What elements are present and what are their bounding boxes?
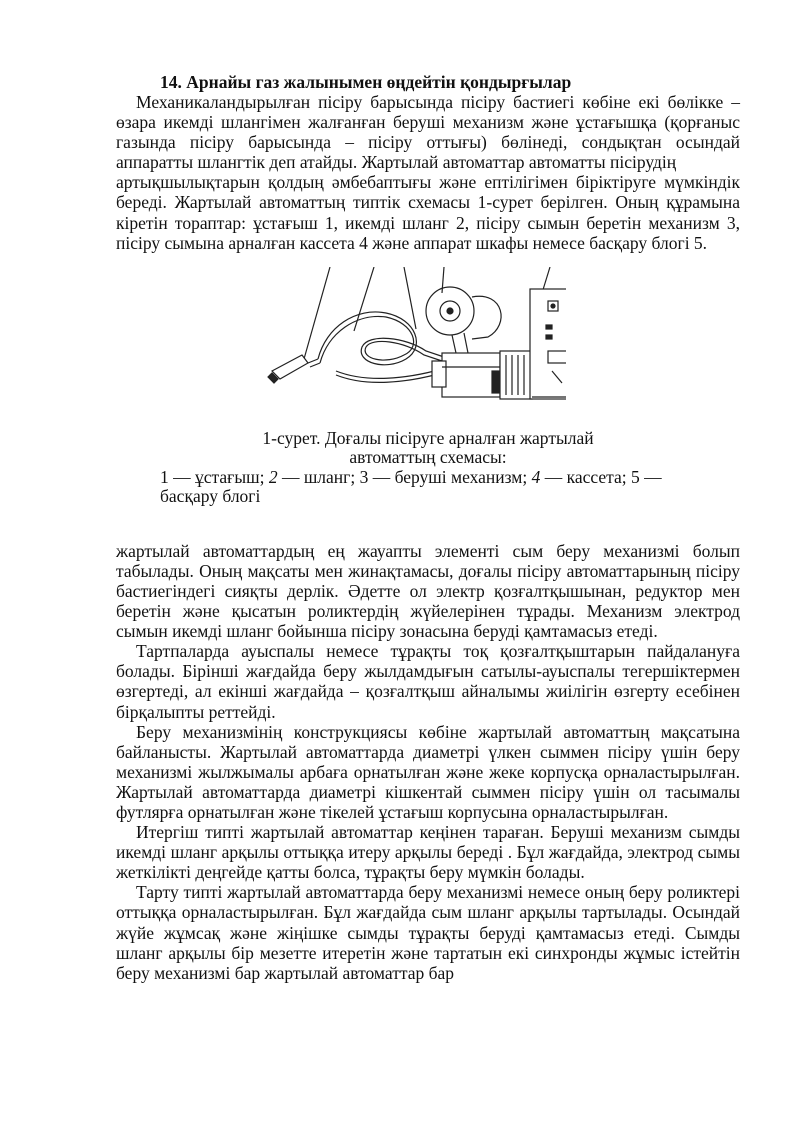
body-paragraph-5: Тарту типті жартылай автоматтарда беру механизмі немесе оның беру роликтері оттыққа орналастырылған. Бұл жағдайда сым шланг арқылы тартылады. Осындай жүйе жұмсақ және жіңішке сымды тұрақты беруді қамтамасыз етеді. Сымды шланг арқылы бір мезетте итеретін және тартатын екі синхронды жұмыс істейтін беру механизмі бар жартылай автоматтар бар [116, 882, 740, 983]
figure-caption-title: 1-сурет. Доғалы пісіруге арналған жартылай автоматтың схемасы: [262, 427, 594, 468]
legend-item-1: 1 — ұстағыш; [160, 466, 265, 487]
welder-schematic-drawing [266, 267, 566, 427]
body-paragraph-1: жартылай автоматтардың ең жауапты элементі сым беру механизмі болып табылады. Оның мақсаты мен жинақтамасы, доғалы пісіру автоматтарының пісіру бастиегіндегі сияқты дерлік. Әдетте ол электр қозғалтқышынан, редуктор мен беретін және қысатын роликтердің жүйелерінен тұрады. Механизм электрод сымын икемді шланг бойынша пісіру зонасына беруді қамтамасыз етеді. [116, 540, 740, 642]
body-paragraph-2: Тартпаларда ауыспалы немесе тұрақты тоқ қозғалтқыштарын пайдалануға болады. Бірінші жағдайда беру жылдамдығын сатылы-ауыспалы тегершіктермен өзгертеді, ал екінші жағдайда – қозғалтқыш айналымы жиілігін өзгерту есебінен бірқалыпты реттейді. [116, 641, 740, 722]
legend-item-2: 2 — шланг; [268, 466, 356, 487]
body-paragraph-3: Беру механизмінің конструкциясы көбіне жартылай автоматтың мақсатына байланысты. Жартылай автоматтарда диаметрі үлкен сыммен пісіру үшін беру механизмі жылжымалы арбаға орнатылған және жеке корпусқа орналастырылған. Жартылай автоматтарда диаметрі кішкентай сыммен пісіру үшін ол тасымалы футлярға орнатылған және тікелей ұстағыш корпусына орналастырылған. [116, 721, 740, 822]
page-content [116, 72, 740, 983]
figure-legend [160, 468, 690, 507]
figure-semiautomatic-welder [116, 261, 740, 429]
legend-item-5: 5 — басқару блогі [160, 466, 662, 507]
body-paragraph-4: Итергіш типті жартылай автоматтар кеңінен тараған. Беруші механизм сымды икемді шланг арқылы оттыққа итеру арқылы береді . Бұл жағдайда, электрод сымы жеткілікті деңгейде қатты болса, тұрақты беру мүмкін болады. [116, 822, 740, 883]
intro-paragraph-2: артықшылықтарын қолдың әмбебаптығы және ептілігімен біріктіруге мүмкіндік береді. Жартылай автоматтың типтік схемасы 1-сурет берілген. Оның құрамына кіретін тораптар: ұстағыш 1, икемді шланг 2, пісіру сымын беретін механизм 3, пісіру сымына арналған кассета 4 және аппарат шкафы немесе басқару блогі 5. [116, 172, 740, 253]
legend-item-3: 3 — беруші механизм; [359, 466, 528, 487]
legend-item-4: 4 — кассета; [531, 466, 627, 487]
section-heading: 14. Арнайы газ жалынымен өңдейтін қондырғылар [160, 72, 572, 92]
intro-paragraph-1: Механикаландырылған пісіру барысында пісіру бастиегі көбіне екі бөлікке – өзара икемді шлангімен жалғанған беруші механизм және ұстағышқа (қорғаныс газында пісіру барысында – пісіру оттығы) бөлінеді, сондықтан осындай аппаратты шлангтік деп атайды. Жартылай автоматтар автоматты пісірудің [116, 92, 740, 173]
